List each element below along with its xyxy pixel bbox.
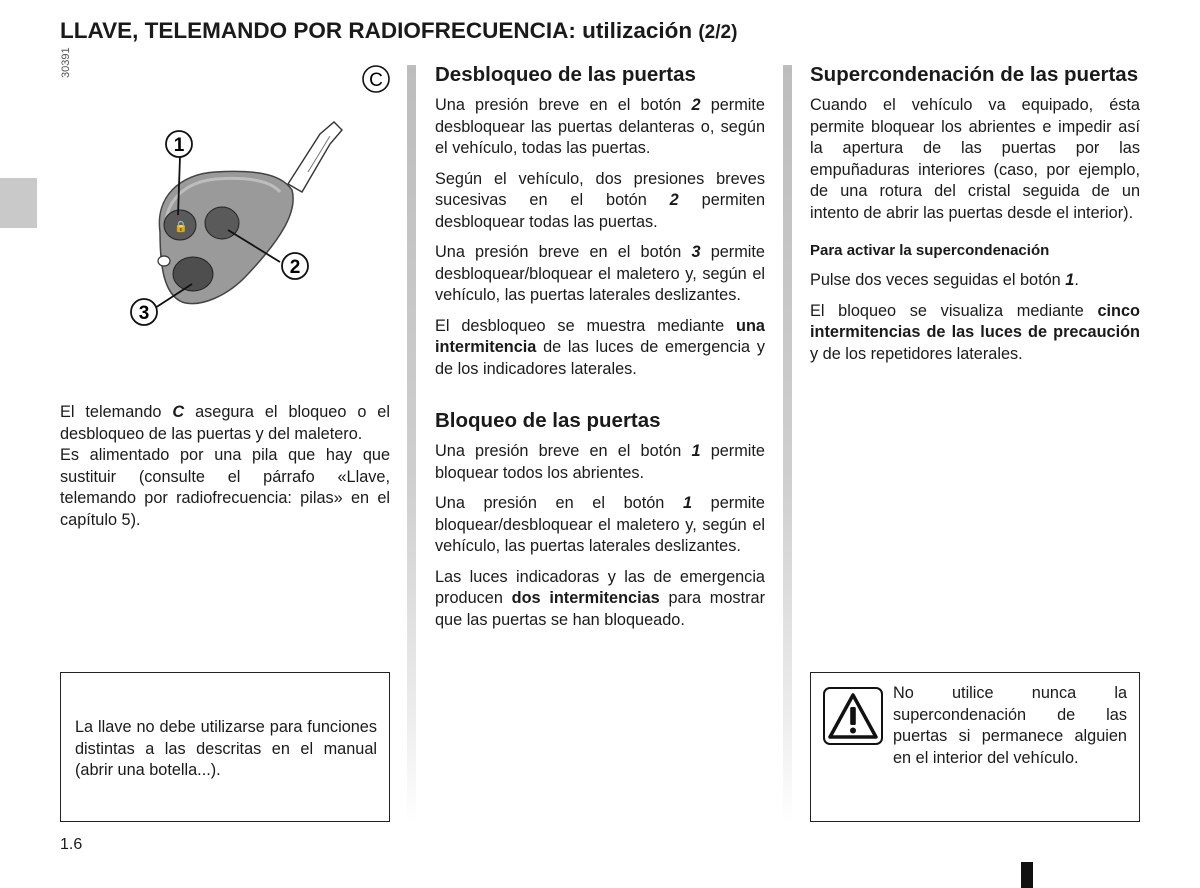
paragraph: Una presión en el botón 1 permite bloquear/desbloquear el maletero y, según el vehículo, las puertas laterales deslizantes. [435, 494, 765, 555]
paragraph: El telemando C asegura el bloqueo o el desbloqueo de las puertas y del maletero. [60, 403, 390, 443]
page-title [60, 18, 737, 44]
button-3 [173, 257, 213, 291]
subheading: Para activar la supercondenación [810, 242, 1050, 259]
paragraph: Una presión breve en el botón 2 permite desbloquear las puertas delanteras o, según el vehículo, todas las puertas. [435, 96, 765, 157]
column-3 [810, 62, 1140, 365]
paragraph: Según el vehículo, dos presiones breves sucesivas en el botón 2 permiten desbloquear todas las puertas. [435, 169, 765, 231]
key-ring-hole [158, 256, 170, 266]
paragraph: Las luces indicadoras y las de emergencia producen dos intermitencias para mostrar que las puertas se han bloqueado. [435, 567, 765, 629]
edge-mark [1021, 862, 1033, 888]
page-number: 1.6 [60, 836, 83, 853]
section-heading: Supercondenación de las puertas [810, 63, 1139, 86]
note-text: La llave no debe utilizarse para funciones distintas a las descritas en el manual (abrir una botella...). [75, 718, 377, 779]
section-heading: Desbloqueo de las puertas [435, 63, 696, 86]
image-code: 30391 [60, 47, 72, 78]
paragraph: Cuando el vehículo va equipado, ésta permite bloquear los abrientes e impedir así la apertura de las puertas por las empuñaduras interiores (caso, por ejemplo, de una rotura del cristal seguida de un intento de abrir las puertas desde el interior). [810, 96, 1140, 222]
callout-2 [282, 253, 308, 279]
svg-text:1: 1 [173, 135, 185, 156]
column-divider [783, 65, 792, 825]
svg-text:C: C [369, 70, 383, 91]
column-2 [435, 62, 765, 631]
paragraph: Es alimentado por una pila que hay que sustituir (consulte el párrafo «Llave, telemando por radiofrecuencia: pilas» en el capítulo 5). [60, 446, 390, 529]
paragraph: El desbloqueo se muestra mediante una intermitencia de las luces de emergencia y de los indicadores laterales. [435, 316, 765, 378]
callout-1 [166, 131, 192, 157]
callout-3 [131, 299, 157, 325]
warning-box [810, 672, 1140, 822]
page-title-text: LLAVE, TELEMANDO POR RADIOFRECUENCIA: utilización [60, 18, 693, 43]
figure-label-c [363, 66, 389, 92]
column-divider [407, 65, 416, 825]
section-tab [0, 178, 37, 228]
note-box [60, 672, 390, 822]
key-blade [288, 122, 342, 192]
paragraph: Una presión breve en el botón 1 permite bloquear todos los abrientes. [435, 442, 765, 482]
svg-text:2: 2 [289, 257, 301, 278]
svg-text:3: 3 [138, 303, 150, 324]
svg-text:🔒: 🔒 [174, 220, 188, 233]
warning-text: No utilice nunca la supercondenación de las puertas si permanece alguien en el interior del vehículo. [893, 684, 1127, 767]
paragraph: El bloqueo se visualiza mediante cinco intermitencias de las luces de precaución y de los repetidores laterales. [810, 301, 1140, 363]
paragraph: Una presión breve en el botón 3 permite desbloquear/bloquear el maletero y, según el vehículo, las puertas laterales deslizantes. [435, 243, 765, 304]
page-title-part: (2/2) [698, 22, 738, 43]
column-1 [60, 402, 390, 531]
warning-triangle-icon [823, 687, 883, 745]
section-heading: Bloqueo de las puertas [435, 409, 661, 432]
paragraph: Pulse dos veces seguidas el botón 1. [810, 271, 1079, 289]
key-fob-figure [120, 62, 400, 332]
